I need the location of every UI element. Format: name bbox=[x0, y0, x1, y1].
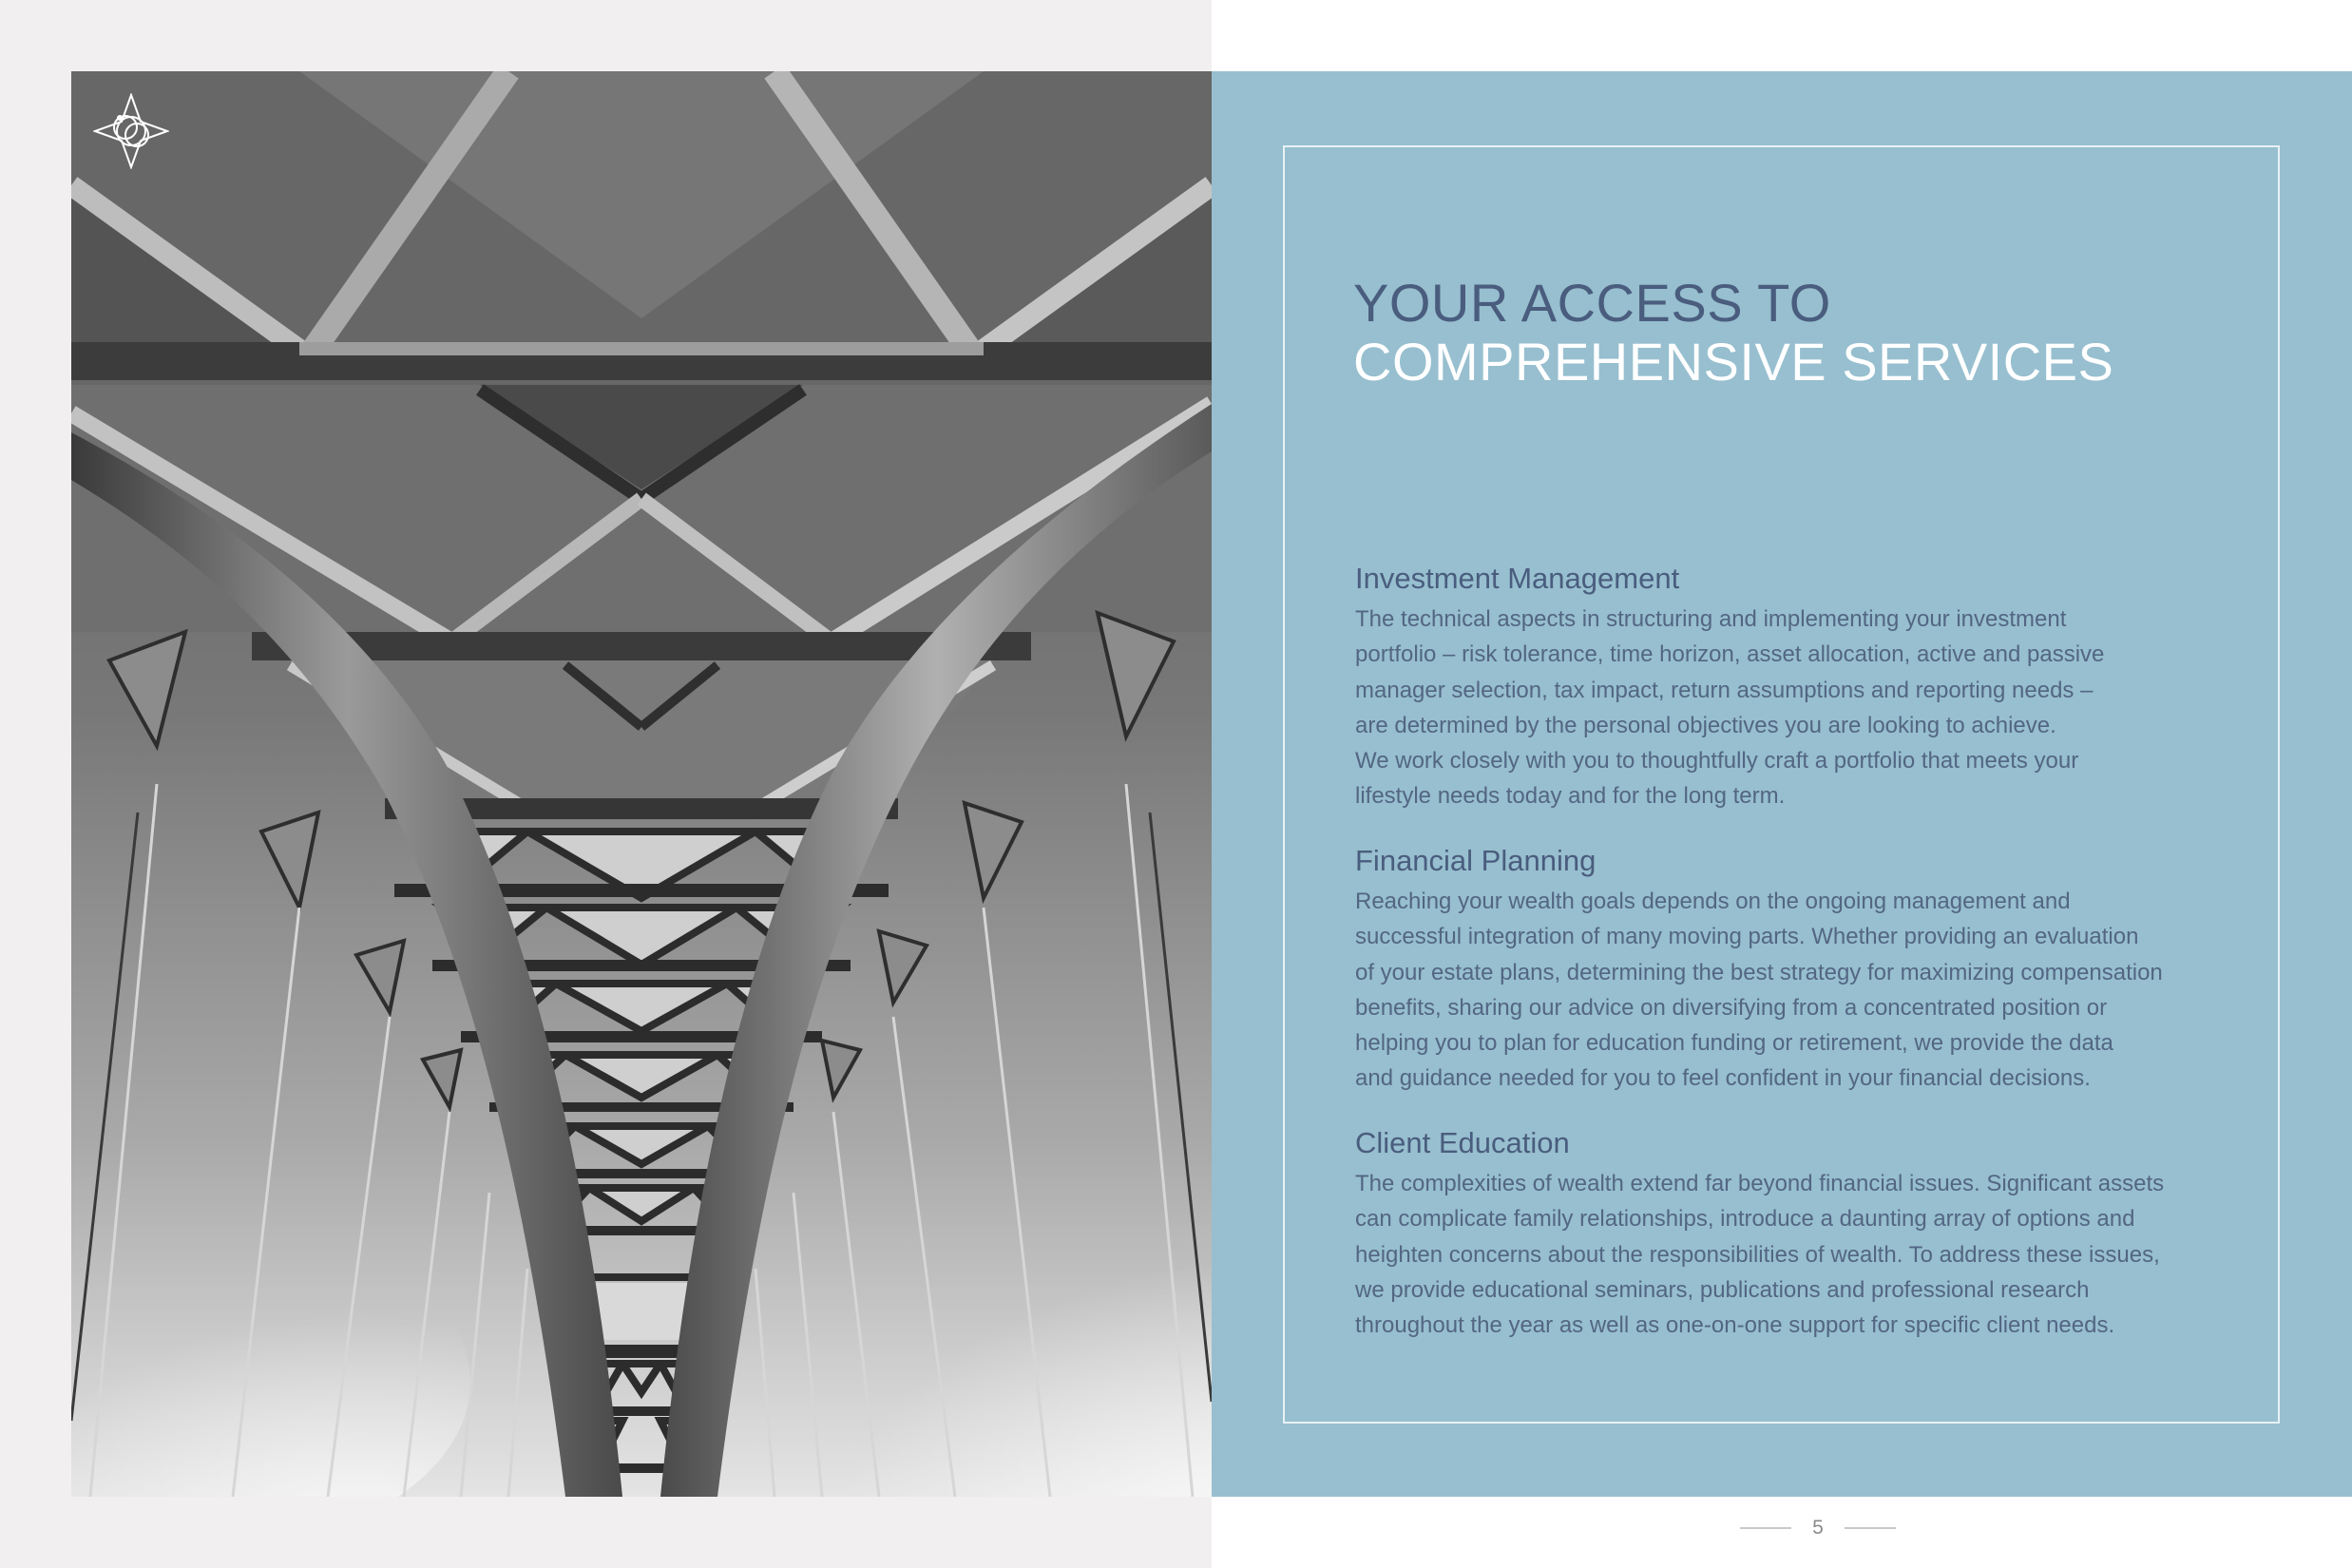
page-folio bbox=[1739, 1511, 1897, 1545]
bridge-photo bbox=[71, 71, 1212, 1497]
section-body: Reaching your wealth goals depends on the ongoing management and successful integration of many moving parts. Whether providing an evaluation of your estate plans, determining the best strategy for maximizing compensation benefits, sharing our advice on diversifying from a concentrated position or helping you to plan for education funding or retirement, we provide the data and guidance needed for you to feel confident in your financial decisions. bbox=[1355, 889, 2163, 1092]
section-title: Financial Planning bbox=[1355, 844, 1597, 877]
headline-line-1: YOUR ACCESS TO bbox=[1353, 273, 1831, 333]
section-body: The complexities of wealth extend far beyond financial issues. Significant assets can complicate family relationships, introduce a daunting array of options and heighten concerns about the responsibilities of wealth. To address these issues, we provide educational seminars, publications and professional research throughout the year as well as one-on-one support for specific client needs. bbox=[1355, 1171, 2165, 1339]
section-title: Investment Management bbox=[1355, 562, 1680, 595]
folio-rule-left bbox=[1740, 1527, 1791, 1529]
page-headline bbox=[1353, 274, 2209, 392]
section-financial-planning bbox=[1355, 842, 2229, 1097]
section-body: The technical aspects in structuring and implementing your investment portfolio – risk tolerance, time horizon, asset allocation, active and passive manager selection, tax impact, return assumptions and reporting needs – are determined by the personal objectives you are looking to achieve. We work closely with you to thoughtfully craft a portfolio that meets your lifestyle needs today and for the long term. bbox=[1355, 606, 2105, 810]
folio-rule-right bbox=[1845, 1527, 1896, 1529]
headline-line-2: COMPREHENSIVE SERVICES bbox=[1353, 332, 2114, 392]
section-title: Client Education bbox=[1355, 1126, 1570, 1159]
section-investment-management bbox=[1355, 560, 2229, 814]
diamond-star-logo-icon bbox=[93, 93, 169, 169]
page-number: 5 bbox=[1812, 1517, 1824, 1539]
section-client-education bbox=[1355, 1124, 2229, 1343]
